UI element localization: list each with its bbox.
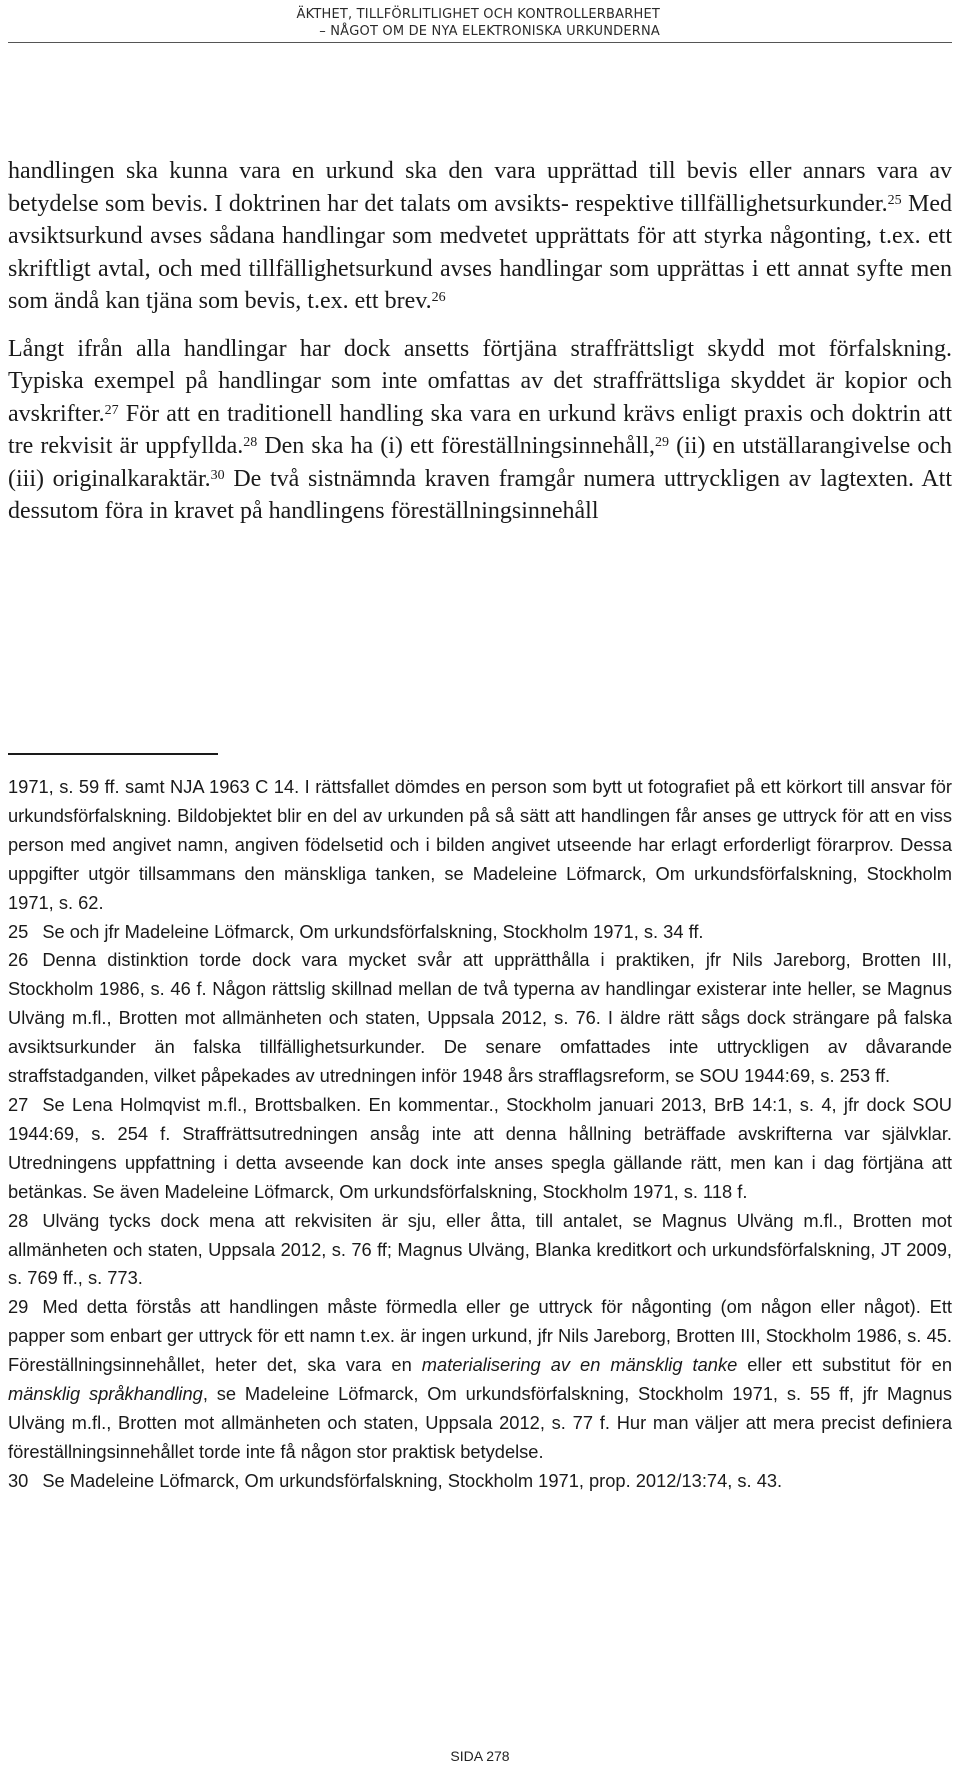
header-divider	[8, 42, 952, 43]
footnote-text: Se och jfr Madeleine Löfmarck, Om urkundsförfalskning, Stockholm 1971, s. 34 ff.	[42, 920, 704, 942]
footnote-continuation: 1971, s. 59 ff. samt NJA 1963 C 14. I rättsfallet dömdes en person som bytt ut fotografiet på ett körkort till ansvar för urkundsförfalskning. Bildobjektet blir en del av urkunden på så sätt att handlingen får anses ge uttryck för att en viss person med angivet namn, angiven födelsetid och i bilden angivet utseende har erlagt erforderligt förarprov. Dessa uppgifter utgör tillsammans den mänskliga tanken, se Madeleine Löfmarck, Om urkundsförfalskning, Stockholm 1971, s. 62.	[8, 776, 952, 913]
footnote-separator	[8, 753, 218, 755]
footnote-ref-26[interactable]: 26	[431, 290, 446, 305]
footnote-ref-27[interactable]: 27	[104, 402, 119, 418]
footnote-25	[8, 918, 952, 947]
running-header-line-1: ÄKTHET, TILLFÖRLITLIGHET OCH KONTROLLERBARHET	[296, 7, 660, 22]
italic-phrase: materialisering av en mänsklig tanke	[421, 1354, 738, 1376]
footnote-30	[8, 1467, 952, 1496]
running-header-line-2: – NÅGOT OM DE NYA ELEKTRONISKA URKUNDERNA	[319, 24, 660, 39]
footnote-29: 29 Med detta förstås att handlingen måste förmedla eller ge uttryck för någonting (om någon eller något). Ett papper som enbart ger uttryck för ett namn t.ex. är ingen urkund, jfr Nils Jareborg, Brotten III, Stockholm 1986, s. 45. Föreställningsinnehållet, heter det, ska vara en materialisering av en mänsklig tanke eller ett substitut för en mänsklig språkhandling, se Madeleine Löfmarck, Om urkundsförfalskning, Stockholm 1971, s. 55 ff, jfr Magnus Ulväng m.fl., Brotten mot allmänheten och staten, Uppsala 2012, s. 77 f. Hur man väljer att mera precist definiera föreställningsinnehållet torde inte få någon stor praktisk betydelse.	[8, 1293, 952, 1466]
italic-phrase: mänsklig språkhandling	[8, 1383, 203, 1405]
footnote-number: 28	[8, 1209, 29, 1231]
footnote-ref-29[interactable]: 29	[655, 435, 670, 450]
footnotes	[8, 773, 952, 1496]
page-number: SIDA 278	[450, 1748, 510, 1764]
footnote-ref-28[interactable]: 28	[243, 435, 258, 450]
paragraph-1: handlingen ska kunna vara en urkund ska den vara upprättad till bevis eller annars vara av betydelse som bevis. I doktrinen har det talats om avsikts- respektive tillfällighetsurkunder.$^{25}$ Med avsiktsurkund avses sådana handlingar som medvetet upprättats för att styrka någonting, t.ex. ett skriftligt avtal, och med tillfällighetsurkund avses handlingar som upprättas i ett annat syfte men som ändå kan tjäna som bevis, t.ex. ett brev.$^{26}$	[8, 158, 952, 314]
footnote-text: Ulväng tycks dock mena att rekvisiten är sju, eller åtta, till antalet, se Magnus Ulväng m.fl., Brotten mot allmänheten och staten, Uppsala 2012, s. 76 ff; Magnus Ulväng, Blanka kreditkort och urkundsförfalskning, JT 2009, s. 769 ff., s. 773.	[8, 1209, 952, 1289]
footnote-ref-30[interactable]: 30	[210, 467, 225, 483]
main-text	[8, 155, 952, 528]
footnote-number: 25	[8, 920, 29, 942]
footnote-text: Denna distinktion torde dock vara mycket svår att upprätthålla i praktiken, jfr Nils Jareborg, Brotten III, Stockholm 1986, s. 46 f. Någon rättslig skillnad mellan de två typerna av handlingar existerar inte heller, se Magnus Ulväng m.fl., Brotten mot allmänheten och staten, Uppsala 2012, s. 76. I äldre rätt sågs dock strängare på falska avsiktsurkunder än falska tillfällighetsurkunder. De senare omfattades inte uttryckligen av dåvarande straffstadganden, vilket påpekades av utredningen inför 1948 års strafflagsreform, se SOU 1944:69, s. 253 ff.	[8, 949, 952, 1087]
footnote-ref-25[interactable]: 25	[887, 192, 902, 208]
paragraph-2: Långt ifrån alla handlingar har dock ansetts förtjäna straffrättsligt skydd mot förfalskning. Typiska exempel på handlingar som inte omfattas av det straffrättsliga skyddet är kopior och avskrifter.$^{27}$ För att en traditionell handling ska vara en urkund krävs enligt praxis och doktrin att tre rekvisit är uppfyllda.$^{28}$ Den ska ha (i) ett föreställningsinnehåll,$^{29}$ (ii) en utställarangivelse och (iii) originalkaraktär.$^{30}$ De två sistnämnda kraven framgår numera uttryckligen av lagtexten. Att dessutom föra in kravet på handlingens föreställningsinnehåll	[8, 335, 953, 524]
footnote-number: 27	[8, 1093, 29, 1115]
running-header	[297, 6, 660, 40]
footnote-text: Se Madeleine Löfmarck, Om urkundsförfalskning, Stockholm 1971, prop. 2012/13:74, s. 43.	[42, 1469, 783, 1491]
footnote-number: 30	[8, 1469, 29, 1491]
footnote-number: 26	[8, 949, 29, 971]
footnote-26	[8, 946, 952, 1091]
footnote-27	[8, 1091, 952, 1207]
footnote-text: Se Lena Holmqvist m.fl., Brottsbalken. En kommentar., Stockholm januari 2013, BrB 14:1, s. 4, jfr dock SOU 1944:69, s. 254 f. Straffrättsutredningen ansåg inte att denna hållning beträffade avskrifterna var självklar. Utredningens uppfattning i detta avseende kan dock inte anses spegla gällande rätt, men kan i dag förtjäna att betänkas. Se även Madeleine Löfmarck, Om urkundsförfalskning, Stockholm 1971, s. 118 f.	[8, 1093, 952, 1202]
footnote-number: 29	[8, 1296, 29, 1318]
footnote-28	[8, 1207, 952, 1294]
